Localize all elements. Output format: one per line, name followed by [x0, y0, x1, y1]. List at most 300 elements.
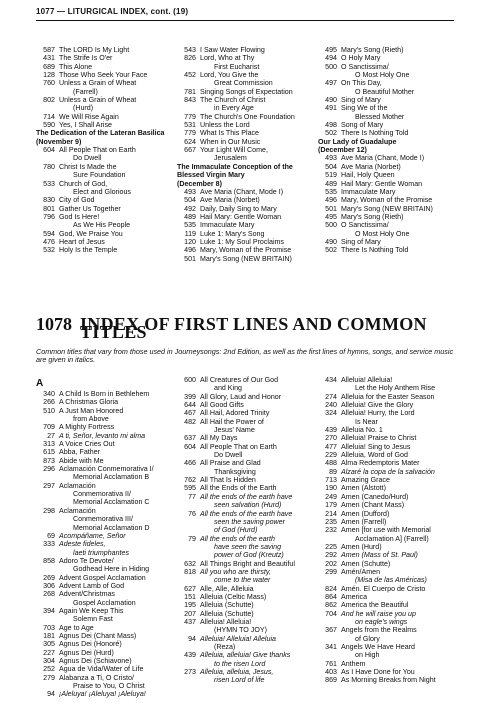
index-entry — [177, 221, 316, 229]
entry-title: And he will raise you up — [341, 609, 416, 618]
index-entry — [318, 626, 457, 634]
entry-number — [36, 682, 59, 690]
entry-number: 704 — [325, 609, 337, 618]
entry-title: come to the water — [214, 576, 271, 585]
entry-title: Mary, Woman of the Promise — [341, 196, 433, 205]
index-entry — [318, 393, 457, 401]
entry-title: Song of Mary — [341, 121, 384, 130]
index-entry — [318, 635, 457, 643]
entry-number: 268 — [43, 590, 55, 599]
index-entry — [177, 426, 316, 434]
index-entry — [36, 532, 175, 540]
entry-title: Alleluia (Schutte) — [200, 609, 254, 618]
entry-title: Agua de Vida/Water of Life — [59, 665, 144, 674]
entry-title: Luke 1: Mary's Song — [200, 229, 265, 238]
entry-title: Gospel Acclamation — [73, 598, 136, 607]
entry-title: (Farrell) — [73, 87, 98, 96]
entry-title: O Most Holy One — [355, 71, 410, 80]
entry-title: Amen (Farrell) — [341, 517, 387, 526]
index-entry — [177, 384, 316, 392]
entry-number — [177, 154, 200, 162]
index-entry — [177, 54, 316, 62]
entry-title: Sing We of the — [341, 104, 388, 113]
entry-title: Conmemorativa II/ — [73, 490, 131, 499]
subheading: The Immaculate Conception of the — [177, 162, 293, 171]
index-entry — [177, 154, 316, 162]
entry-number: 202 — [325, 559, 337, 568]
index-entry — [36, 246, 175, 254]
entry-number: 500 — [325, 62, 337, 71]
index-entry — [36, 238, 175, 246]
index-entry — [318, 576, 457, 584]
entry-number: 504 — [184, 196, 196, 205]
entry-number: 394 — [43, 606, 55, 615]
entry-title: Amen (Mass of St. Paul) — [341, 551, 418, 560]
entry-number: 818 — [184, 567, 196, 576]
entry-number: 119 — [184, 229, 196, 238]
index-entry — [177, 618, 316, 626]
index-entry — [318, 71, 457, 79]
index-entry — [177, 255, 316, 263]
entry-title: Alleluia! Praise to Christ — [341, 434, 417, 443]
entry-number — [177, 526, 200, 534]
entry-number — [318, 113, 341, 121]
entry-title: All Good Gifts — [200, 401, 244, 410]
index-entry — [177, 551, 316, 559]
entry-title: Unless the Lord — [200, 121, 250, 130]
index-entry — [318, 154, 457, 162]
index-entry — [318, 560, 457, 568]
entry-number — [177, 63, 200, 71]
entry-title: Angels from the Realms — [341, 626, 417, 635]
entry-number — [36, 104, 59, 112]
entry-number: 532 — [43, 246, 55, 255]
index-entry — [177, 213, 316, 221]
entry-title: Acclamation A] (Farrell) — [355, 534, 429, 543]
subheading: (December 8) — [177, 179, 222, 188]
entry-title: Ave Maria (Norbet) — [200, 196, 260, 205]
index-entry — [177, 129, 316, 137]
entry-number: 306 — [43, 581, 55, 590]
entry-title: Daily, Daily Sing to Mary — [200, 204, 277, 213]
entry-number: 439 — [325, 426, 337, 435]
entry-number: 439 — [184, 651, 196, 660]
index-entry — [318, 104, 457, 112]
entry-title: Conmemorativa III/ — [73, 515, 133, 524]
index-entry — [177, 518, 316, 526]
entry-title: Heart of Jesus — [59, 237, 105, 246]
entry-title: O Sanctissima/ — [341, 221, 389, 230]
entry-title: Alleluia! Sing to Jesus — [341, 442, 411, 451]
header-rule — [36, 20, 454, 21]
index-entry — [318, 54, 457, 62]
index-entry — [177, 434, 316, 442]
entry-number: 490 — [325, 96, 337, 105]
entry-title: Alleluia (Schutte) — [200, 601, 254, 610]
liturgical-index-columns — [36, 46, 459, 263]
entry-number: 824 — [325, 584, 337, 593]
entry-number: 452 — [184, 71, 196, 80]
index-entry — [177, 635, 316, 643]
entry-number: 76 — [188, 509, 196, 518]
entry-title: Alleluia, Word of God — [341, 451, 408, 460]
entry-number: 249 — [325, 492, 337, 501]
entry-number: 604 — [184, 442, 196, 451]
entry-title: As I Have Done for You — [341, 668, 415, 677]
entry-number — [36, 615, 59, 623]
entry-number: 214 — [325, 509, 337, 518]
index-entry — [177, 668, 316, 676]
index-entry — [36, 607, 175, 615]
index-entry — [36, 398, 175, 406]
entry-number: 500 — [325, 221, 337, 230]
entry-title: Alle, Alle, Alleluia — [200, 584, 254, 593]
index-entry — [36, 46, 175, 54]
index-entry — [177, 96, 316, 104]
entry-number — [177, 104, 200, 112]
index-entry — [318, 418, 457, 426]
entry-number: 493 — [325, 154, 337, 163]
index-entry — [177, 238, 316, 246]
index-entry — [36, 180, 175, 188]
entry-title: All you who are thirsty, — [200, 567, 271, 576]
entry-number: 399 — [184, 392, 196, 401]
entry-title: This Alone — [59, 62, 93, 71]
index-entry — [177, 626, 316, 634]
entry-title: power of God (Kreutz) — [214, 551, 284, 560]
entry-title: Amen (Canedo/Hurd) — [341, 492, 409, 501]
subheading: (November 9) — [36, 137, 82, 146]
entry-number: 600 — [184, 376, 196, 384]
subheading: Blessed Virgin Mary — [177, 171, 245, 180]
entry-number: 667 — [184, 146, 196, 155]
index-entry — [177, 121, 316, 129]
index-entry — [36, 624, 175, 632]
index-entry — [177, 643, 316, 651]
entry-number: 299 — [325, 567, 337, 576]
index-entry — [177, 526, 316, 534]
index-entry — [36, 221, 175, 229]
index-entry — [177, 476, 316, 484]
index-entry — [177, 560, 316, 568]
index-entry — [36, 507, 175, 515]
entry-number: 495 — [325, 46, 337, 54]
entry-number: 501 — [325, 204, 337, 213]
index-entry — [36, 188, 175, 196]
entry-number: 543 — [184, 46, 196, 54]
entry-title: Aclamación — [59, 506, 96, 515]
entry-title: Alabanza a Ti, O Cristo/ — [59, 673, 134, 682]
index-entry — [318, 476, 457, 484]
index-entry — [318, 221, 457, 229]
index-entry — [318, 593, 457, 601]
entry-title: have seen the saving — [214, 542, 282, 551]
entry-title: America the Beautiful — [341, 601, 409, 610]
entry-number: 252 — [43, 665, 55, 674]
index-entry — [318, 518, 457, 526]
entry-title: laeti triumphantes — [73, 548, 129, 557]
entry-number — [177, 576, 200, 584]
entry-number: 779 — [184, 112, 196, 121]
entry-number — [318, 635, 341, 643]
entry-number — [177, 518, 200, 526]
index-entry — [36, 432, 175, 440]
entry-number — [177, 551, 200, 559]
entry-number: 689 — [43, 62, 55, 71]
entry-number: 858 — [43, 556, 55, 565]
entry-number: 225 — [325, 542, 337, 551]
entry-number: 266 — [43, 398, 55, 407]
entry-number: 181 — [43, 631, 55, 640]
entry-title: A Child Is Born in Bethlehem — [59, 390, 150, 398]
index-entry — [36, 490, 175, 498]
entry-number: 240 — [325, 401, 337, 410]
entry-title: Alleluia for the Easter Season — [341, 392, 435, 401]
entry-title: Praise to You, O Christ — [73, 682, 145, 691]
entry-title: Advent/Christmas — [59, 590, 115, 599]
index-entry — [318, 618, 457, 626]
entry-title: Hail Mary: Gentle Woman — [200, 212, 282, 221]
entry-title: Memorial Acclamation B — [73, 473, 150, 482]
entry-number: 644 — [184, 401, 196, 410]
index-column — [36, 46, 177, 263]
entry-title: Mary's Song (Rieth) — [341, 212, 404, 221]
entry-title: Angels We Have Heard — [341, 643, 415, 651]
index-entry — [177, 535, 316, 543]
index-entry — [177, 468, 316, 476]
index-entry — [177, 585, 316, 593]
entry-title: The Church's One Foundation — [200, 112, 295, 121]
entry-title: Sure Foundation — [73, 171, 126, 180]
entry-title: Agnus Dei (Honoré) — [59, 640, 122, 649]
entry-number: 69 — [47, 531, 55, 540]
index-entry — [318, 526, 457, 534]
entry-title: seen the saving power — [214, 517, 285, 526]
entry-title: Alleluia! Alleluia! — [341, 376, 393, 384]
entry-number: 495 — [325, 212, 337, 221]
entry-title: All Hail the Power of — [200, 417, 264, 426]
entry-number — [177, 501, 200, 509]
entry-title: Yes, I Shall Arise — [59, 121, 112, 130]
entry-title: seen salvation (Hurd) — [214, 501, 282, 510]
entry-title: Acompáñame, Señor — [59, 531, 126, 540]
entry-title: A Just Man Honored — [59, 406, 124, 415]
entry-title: Sing of Mary — [341, 237, 381, 246]
entry-number: 531 — [184, 121, 196, 130]
entry-title: (Hurd) — [73, 104, 94, 113]
index-entry — [318, 213, 457, 221]
entry-title: on eagle's wings — [355, 617, 408, 626]
entry-title: Church of God, — [59, 179, 108, 188]
entry-title: God Is Here! — [59, 212, 100, 221]
index-entry — [318, 551, 457, 559]
index-entry — [36, 665, 175, 673]
entry-number: 403 — [325, 668, 337, 677]
index-entry — [177, 146, 316, 154]
entry-number: 89 — [329, 467, 337, 476]
entry-number — [177, 451, 200, 459]
entry-title: Anthem — [341, 659, 366, 668]
index-entry — [177, 71, 316, 79]
entry-title: All the ends of the earth have — [200, 492, 293, 501]
index-entry — [318, 501, 457, 509]
entry-title: Alleluia! Alleluia! Alleluia — [200, 634, 276, 643]
entry-title: All the ends of the earth — [200, 534, 275, 543]
index-entry — [177, 610, 316, 618]
entry-title: Alleluia! Alleluia! — [200, 617, 252, 626]
index-entry — [36, 582, 175, 590]
entry-number: 207 — [184, 609, 196, 618]
subheading: (December 12) — [318, 146, 367, 155]
entry-title: on High — [355, 651, 380, 660]
index-entry — [36, 557, 175, 565]
entry-number: 801 — [43, 204, 55, 213]
entry-number: 826 — [184, 54, 196, 63]
entry-number: 232 — [325, 526, 337, 535]
index-entry — [318, 238, 457, 246]
entry-number: 535 — [184, 221, 196, 230]
entry-title: All Glory, Laud and Honor — [200, 392, 282, 401]
index-entry — [318, 121, 457, 129]
entry-title: Alleluia (Celtic Mass) — [200, 592, 267, 601]
entry-number — [36, 549, 59, 557]
entry-title: Great Commission — [214, 79, 273, 88]
entry-number: 624 — [184, 137, 196, 146]
index-entry — [36, 54, 175, 62]
index-entry — [318, 676, 457, 684]
entry-title: Age to Age — [59, 623, 94, 632]
entry-title: All My Days — [200, 434, 238, 443]
entry-title: All People That on Earth — [200, 442, 277, 451]
index-entry — [36, 674, 175, 682]
entry-title: All People That on Earth — [59, 146, 136, 155]
entry-title: All Creatures of Our God — [200, 376, 279, 384]
entry-title: All the ends of the earth have — [200, 509, 293, 518]
entry-number: 595 — [184, 484, 196, 493]
index-entry — [318, 468, 457, 476]
entry-number — [36, 524, 59, 532]
entry-number: 270 — [325, 434, 337, 443]
index-entry — [36, 565, 175, 573]
entry-title: from Above — [73, 415, 109, 424]
entry-title: Amen (Hurd) — [341, 542, 382, 551]
entry-number — [36, 599, 59, 607]
index-entry — [177, 196, 316, 204]
entry-number: 490 — [325, 237, 337, 246]
index-entry — [318, 643, 457, 651]
entry-title: Do Dwell — [73, 154, 102, 163]
entry-title: Memorial Acclamation C — [73, 498, 150, 507]
entry-number: 632 — [184, 559, 196, 568]
entry-title: Jerusalem — [214, 154, 247, 163]
index-entry — [318, 610, 457, 618]
index-column — [177, 46, 318, 263]
index-entry — [36, 205, 175, 213]
index-entry — [36, 457, 175, 465]
entry-number: 869 — [325, 676, 337, 685]
entry-title: We Will Rise Again — [59, 112, 119, 121]
index-entry — [177, 138, 316, 146]
entry-title: (Misa de las Américas) — [355, 576, 427, 585]
entry-title: All Hail, Adored Trinity — [200, 409, 270, 418]
entry-title: Let the Holy Anthem Rise — [355, 384, 436, 393]
entry-title: O Sanctissima/ — [341, 62, 389, 71]
entry-number: 781 — [184, 87, 196, 96]
entry-title: Blessed Mother — [355, 112, 405, 121]
entry-title: First Eucharist — [214, 62, 260, 71]
index-entry — [177, 576, 316, 584]
entry-title: The Church of Christ — [200, 96, 266, 105]
index-entry — [36, 230, 175, 238]
entry-title: Amén/Amen — [341, 567, 381, 576]
index-entry — [36, 482, 175, 490]
entry-number — [318, 618, 341, 626]
index-entry — [318, 585, 457, 593]
entry-number: 627 — [184, 584, 196, 593]
entry-title: Godhead Here in Hiding — [73, 565, 150, 574]
entry-number — [318, 535, 341, 543]
entry-title: Holy Is the Temple — [59, 246, 118, 255]
index-entry — [36, 682, 175, 690]
index-entry — [36, 71, 175, 79]
entry-number — [318, 71, 341, 79]
entry-number — [318, 88, 341, 96]
entry-number — [36, 490, 59, 498]
entry-title: As We His People — [73, 221, 131, 230]
entry-number: 296 — [43, 465, 55, 474]
index-entry — [177, 543, 316, 551]
entry-number: 333 — [43, 540, 55, 549]
subheading: The Dedication of the Lateran Basilica — [36, 129, 165, 138]
index-entry — [177, 113, 316, 121]
index-entry — [177, 104, 316, 112]
entry-title: Solemn Fast — [73, 615, 113, 624]
entry-title: Adeste fideles, — [59, 540, 106, 549]
entry-number — [36, 515, 59, 523]
index-entry — [36, 213, 175, 221]
index-entry — [36, 465, 175, 473]
entry-number: 94 — [47, 690, 55, 699]
entry-number — [318, 418, 341, 426]
entry-number: 340 — [43, 390, 55, 398]
entry-number: 274 — [325, 392, 337, 401]
index-entry — [318, 401, 457, 409]
index-entry — [36, 574, 175, 582]
entry-number: 497 — [325, 79, 337, 88]
entry-number: 535 — [325, 187, 337, 196]
entry-number — [318, 384, 341, 392]
entry-number: 269 — [43, 573, 55, 582]
entry-title: Immaculate Mary — [200, 221, 255, 230]
index-entry — [177, 443, 316, 451]
index-entry — [318, 443, 457, 451]
entry-number — [177, 643, 200, 651]
index-entry — [36, 640, 175, 648]
entry-title: Hail, Holy Queen — [341, 171, 395, 180]
entry-number: 488 — [325, 459, 337, 468]
entry-title: Mary's Song (NEW BRITAIN) — [341, 204, 433, 213]
index-entry — [318, 535, 457, 543]
index-entry — [177, 246, 316, 254]
index-entry — [177, 593, 316, 601]
entry-title: (Reza) — [214, 643, 236, 651]
index-entry — [36, 104, 175, 112]
index-entry — [318, 113, 457, 121]
entry-number: 437 — [184, 617, 196, 626]
entry-number: 533 — [43, 179, 55, 188]
entry-number: 862 — [325, 601, 337, 610]
entry-title: Luke 1: My Soul Proclaims — [200, 237, 284, 246]
